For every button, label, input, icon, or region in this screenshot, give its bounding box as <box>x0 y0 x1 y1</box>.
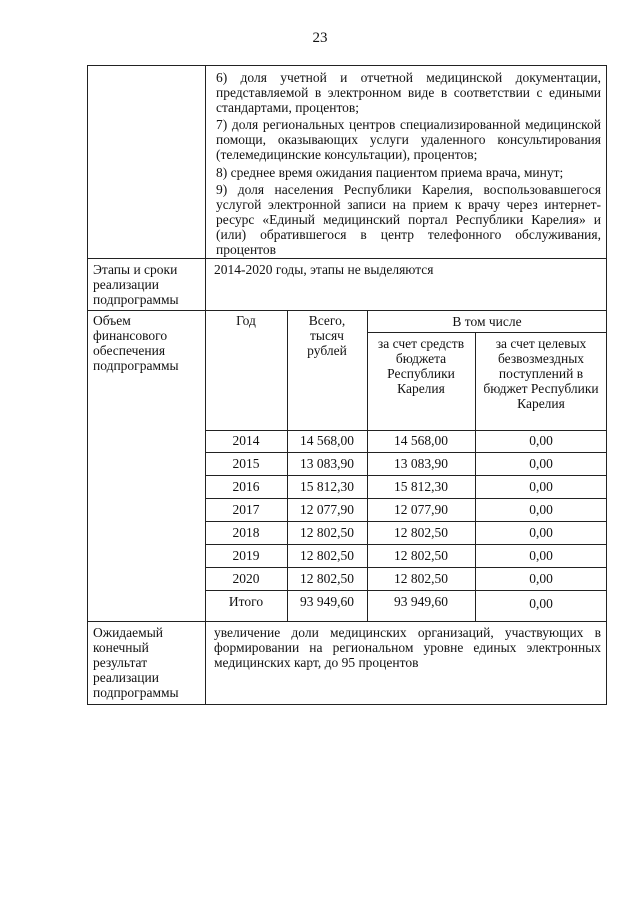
page-number: 23 <box>312 30 328 46</box>
header-total: Всего, тысяч рублей <box>307 313 347 358</box>
row-2017-year: 2017 <box>232 502 260 517</box>
fin-row-divider <box>205 521 607 522</box>
row-total-year: Итого <box>228 594 264 609</box>
row-2016-year: 2016 <box>232 479 260 494</box>
row-2014-total: 14 568,00 <box>300 433 354 448</box>
indicator-6: 6) доля учетной и отчетной медицинской документации, представляемой в электронном виде в соответствии с едиными стандартами, процентов; <box>216 70 601 115</box>
fin-row-divider <box>205 590 607 591</box>
row-2018-budget: 12 802,50 <box>394 525 448 540</box>
indicator-7: 7) доля региональных центров специализированной медицинской помощи, оказывающих услуги удаленного консультирования (телемедицинские консультации), процентов; <box>216 117 601 162</box>
column-divider <box>205 65 206 705</box>
indicator-8: 8) среднее время ожидания пациентом приема врача, минут; <box>216 165 564 180</box>
row-2015-budget: 13 083,90 <box>394 456 448 471</box>
row-divider <box>87 258 607 259</box>
row-2017-gratuitous: 0,00 <box>529 502 553 517</box>
financing-label: Объем финансового обеспечения подпрограммы <box>93 313 179 373</box>
row-2014-year: 2014 <box>232 433 260 448</box>
row-2019-total: 12 802,50 <box>300 548 354 563</box>
row-2016-budget: 15 812,30 <box>394 479 448 494</box>
fin-row-divider <box>205 567 607 568</box>
row-2017-budget: 12 077,90 <box>394 502 448 517</box>
row-2015-gratuitous: 0,00 <box>529 456 553 471</box>
header-including: В том числе <box>452 314 522 329</box>
row-total-gratuitous: 0,00 <box>529 596 553 611</box>
fin-row-divider <box>205 430 607 431</box>
result-value: увеличение доли медицинских организаций, участвующих в формировании на региональном уровне единых электронных медицинских карт, до 95 процентов <box>214 625 601 670</box>
row-2018-total: 12 802,50 <box>300 525 354 540</box>
stages-label: Этапы и сроки реализации подпрограммы <box>93 262 179 307</box>
fin-row-divider <box>205 498 607 499</box>
row-2020-year: 2020 <box>232 571 260 586</box>
row-2019-year: 2019 <box>232 548 260 563</box>
row-2017-total: 12 077,90 <box>300 502 354 517</box>
row-2014-gratuitous: 0,00 <box>529 433 553 448</box>
row-2019-budget: 12 802,50 <box>394 548 448 563</box>
row-2019-gratuitous: 0,00 <box>529 548 553 563</box>
row-2020-total: 12 802,50 <box>300 571 354 586</box>
row-2016-total: 15 812,30 <box>300 479 354 494</box>
result-label: Ожидаемый конечный результат реализации подпрограммы <box>93 625 179 700</box>
stages-value: 2014-2020 годы, этапы не выделяются <box>214 262 434 277</box>
header-year: Год <box>236 313 256 328</box>
row-total-total: 93 949,60 <box>300 594 354 609</box>
row-2018-year: 2018 <box>232 525 260 540</box>
row-2015-year: 2015 <box>232 456 260 471</box>
row-total-budget: 93 949,60 <box>394 594 448 609</box>
row-2016-gratuitous: 0,00 <box>529 479 553 494</box>
row-2015-total: 13 083,90 <box>300 456 354 471</box>
row-divider <box>87 621 607 622</box>
row-2020-budget: 12 802,50 <box>394 571 448 586</box>
fin-header-divider <box>367 332 607 333</box>
fin-row-divider <box>205 475 607 476</box>
fin-row-divider <box>205 452 607 453</box>
row-2018-gratuitous: 0,00 <box>529 525 553 540</box>
header-budget: за счет средств бюджета Республики Карелия <box>377 336 465 396</box>
fin-row-divider <box>205 544 607 545</box>
row-2020-gratuitous: 0,00 <box>529 571 553 586</box>
header-gratuitous: за счет целевых безвозмездных поступлений в бюджет Республики Карелия <box>483 336 599 411</box>
row-2014-budget: 14 568,00 <box>394 433 448 448</box>
indicator-9: 9) доля населения Республики Карелия, воспользовавшегося услугой электронной записи на прием к врачу через интернет-ресурс «Единый медицинский портал Республики Карелия» и (или) обратившегося в центр телефонного обслуживания, процентов <box>216 182 601 257</box>
row-divider <box>87 310 607 311</box>
